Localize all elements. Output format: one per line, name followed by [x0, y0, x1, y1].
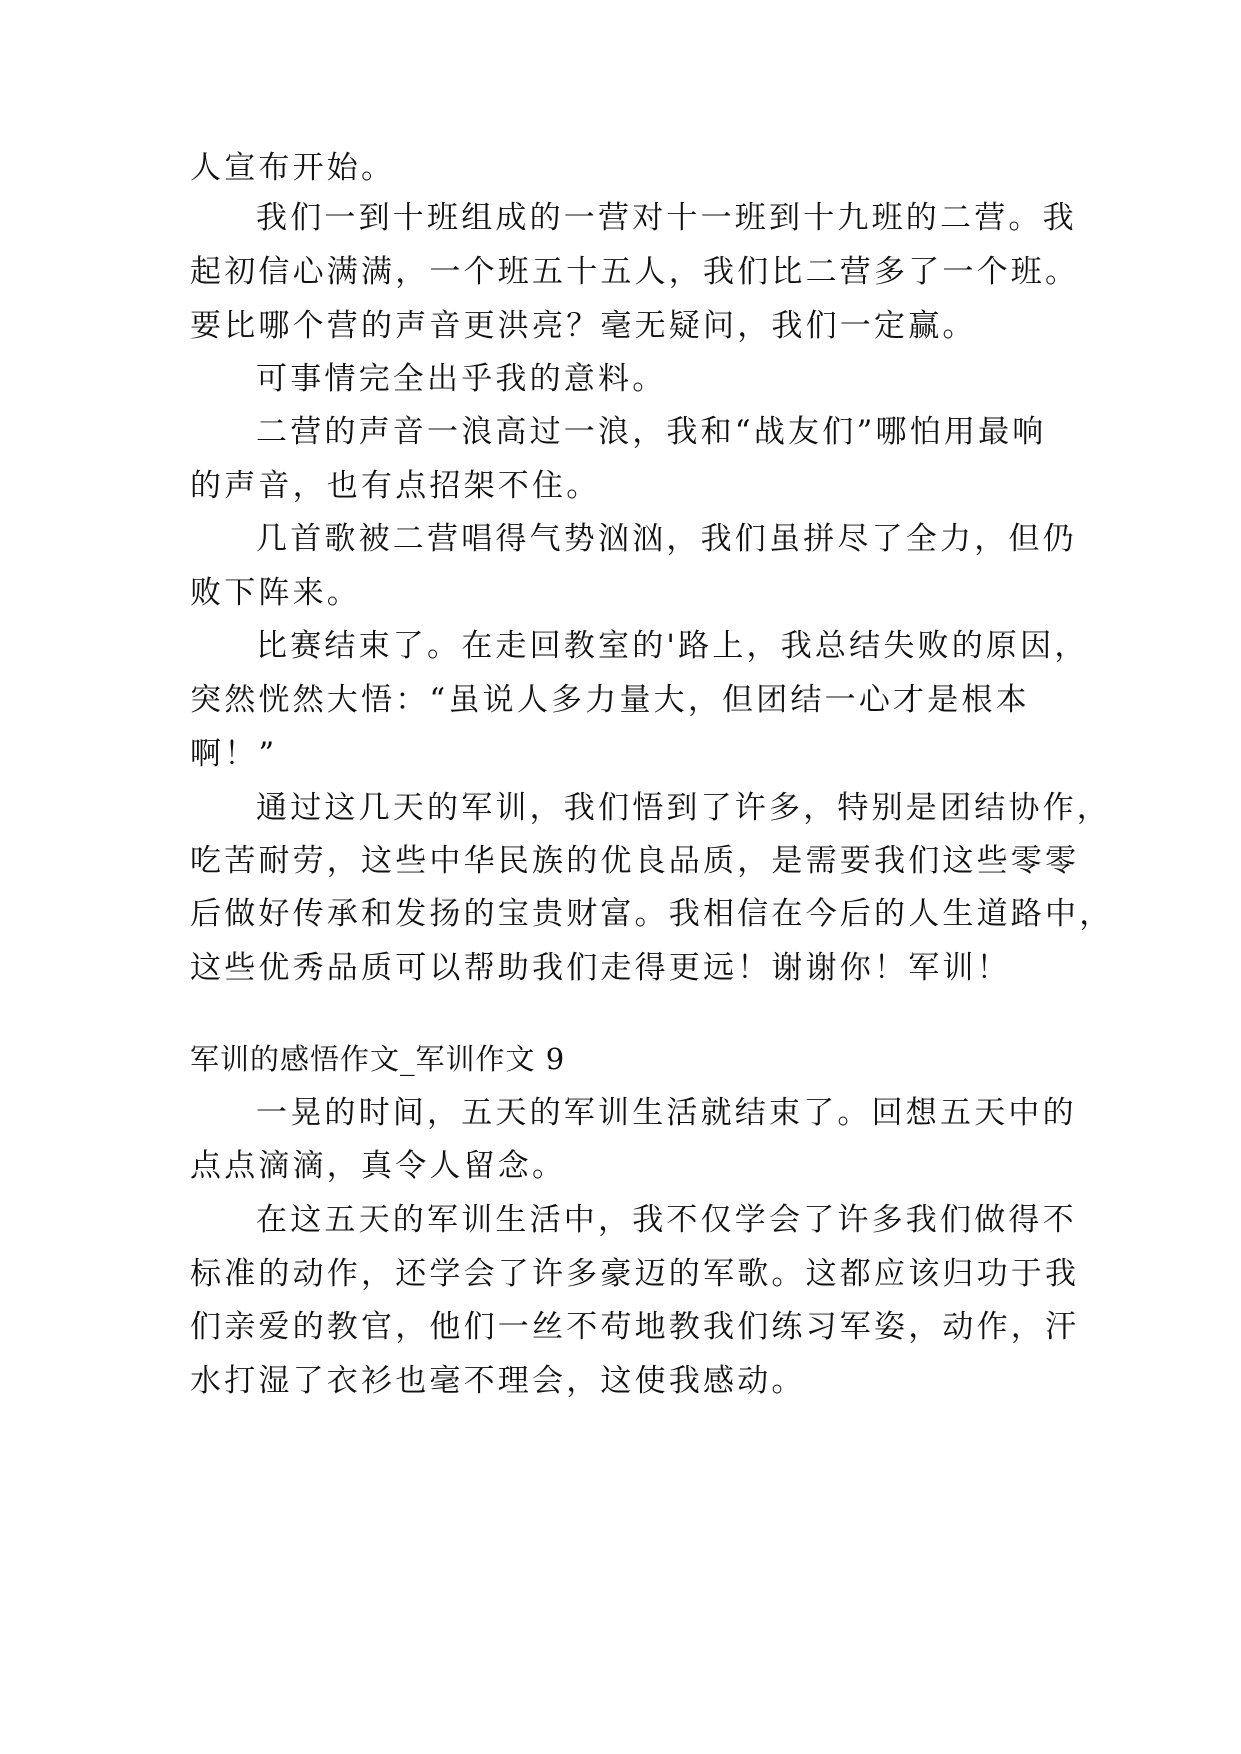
- paragraph-first-line: 一晃的时间，五天的军训生活就结束了。回想五天中的: [256, 1095, 1077, 1131]
- text-line: 要比哪个营的声音更洪亮？毫无疑问，我们一定赢。: [190, 308, 977, 344]
- text-line: 水打湿了衣衫也毫不理会，这使我感动。: [190, 1363, 806, 1399]
- paragraph-first-line: 几首歌被二营唱得气势汹汹，我们虽拼尽了全力，但仍: [256, 521, 1077, 557]
- section-title: 军训的感悟作文_军训作文 9: [190, 1042, 566, 1076]
- text-line: 突然恍然大悟：“虽说人多力量大，但团结一心才是根本: [190, 682, 1030, 718]
- text-line: 败下阵来。: [190, 575, 361, 611]
- text-line: 点点滴滴，真令人留念。: [190, 1148, 567, 1184]
- paragraph-first-line: 在这五天的军训生活中，我不仅学会了许多我们做得不: [256, 1202, 1077, 1238]
- paragraph-first-line: 我们一到十班组成的一营对十一班到十九班的二营。我: [256, 200, 1077, 236]
- text-line: 吃苦耐劳，这些中华民族的优良品质，是需要我们这些零零: [190, 843, 1080, 879]
- paragraph-first-line: 二营的声音一浪高过一浪，我和“战友们”哪怕用最响: [256, 414, 1047, 450]
- text-line: 人宣布开始。: [190, 150, 396, 186]
- text-line: 这些优秀品质可以帮助我们走得更远！谢谢你！军训！: [190, 950, 1011, 986]
- text-line: 标准的动作，还学会了许多豪迈的军歌。这都应该归功于我: [190, 1256, 1080, 1292]
- text-line: 啊！”: [190, 736, 278, 772]
- text-line: 起初信心满满，一个班五十五人，我们比二营多了一个班。: [190, 254, 1080, 290]
- text-line: 的声音，也有点招架不住。: [190, 468, 601, 504]
- text-line: 们亲爱的教官，他们一丝不苟地教我们练习军姿，动作，汗: [190, 1309, 1080, 1345]
- paragraph-first-line: 可事情完全出乎我的意料。: [256, 361, 667, 397]
- text-line: 后做好传承和发扬的宝贵财富。我相信在今后的人生道路中，: [190, 896, 1114, 932]
- paragraph-first-line: 比赛结束了。在走回教室的'路上，我总结失败的原因，: [256, 628, 1089, 664]
- paragraph-first-line: 通过这几天的军训，我们悟到了许多，特别是团结协作，: [256, 790, 1111, 826]
